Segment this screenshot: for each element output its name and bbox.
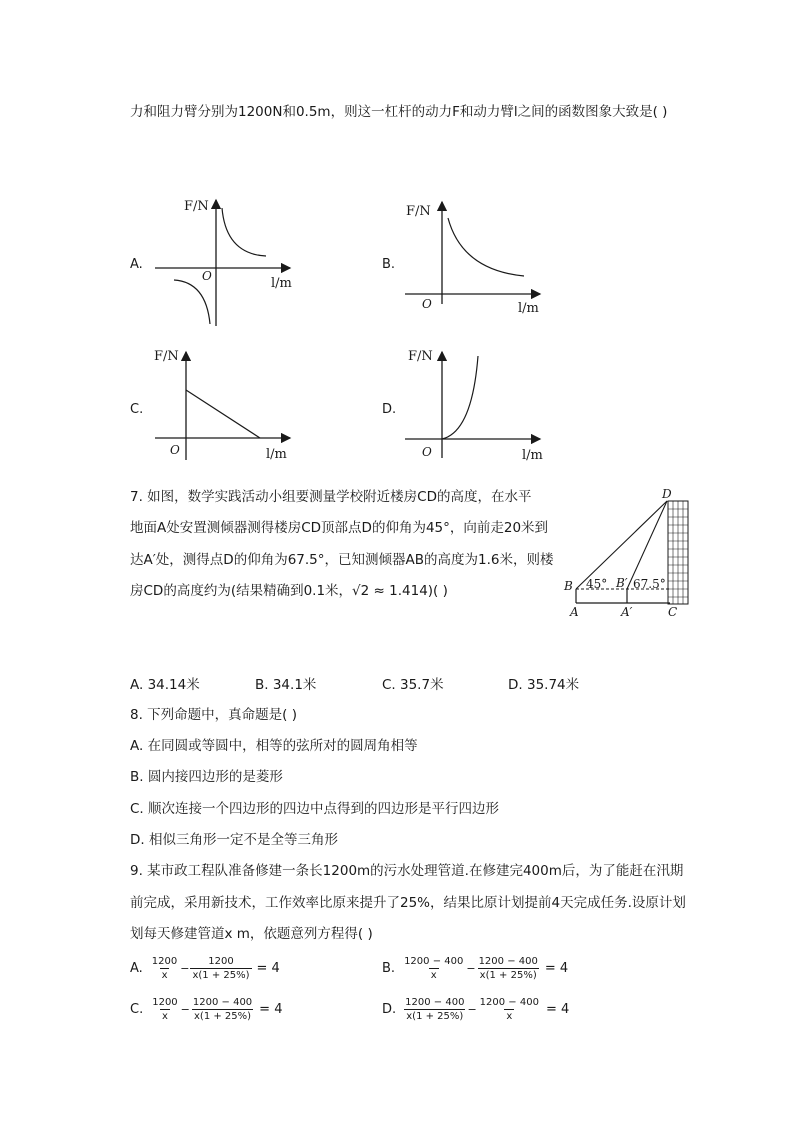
y-axis-label: F/N: [406, 204, 431, 219]
q7-building-figure: [560, 485, 700, 620]
y-axis-label: F/N: [154, 349, 179, 364]
q8-option-a[interactable]: A. 在同圆或等圆中，相等的弦所对的圆周角相等: [130, 738, 418, 754]
angle-67-5: 67.5°: [633, 577, 666, 591]
decreasing-line: [186, 390, 260, 438]
q7-line-3: 达A′处，测得点D的仰角为67.5°，已知测倾器AB的高度为1.6米，则楼: [130, 552, 554, 568]
point-a-prime: A′: [621, 605, 633, 619]
q6-stem: 力和阻力臂分别为1200N和0.5m，则这一杠杆的动力F和动力臂l之间的函数图象大致是( ): [130, 104, 668, 120]
origin-label: O: [170, 443, 180, 457]
q6-graph-a[interactable]: [150, 190, 300, 330]
origin-label: O: [422, 297, 432, 311]
q8-stem: 8. 下列命题中，真命题是( ): [130, 707, 297, 723]
q9-option-c[interactable]: C. $\frac{1200}{x}$ − $\frac{1200 - 400}{x(1 + 25\%)}$ = 4: [130, 997, 283, 1022]
q9-option-a[interactable]: A. $\frac{1200}{x}$ − $\frac{1200}{x(1 + 25\%)}$ = 4: [130, 956, 280, 981]
x-axis-label: l/m: [518, 301, 539, 316]
q7-line-2: 地面A处安置测倾器测得楼房CD顶部点D的仰角为45°，向前走20米到: [130, 520, 549, 536]
q9-option-d[interactable]: D. $\frac{1200 - 400}{x(1 + 25\%)}$ − $\frac{1200 - 400}{x}$ = 4: [382, 997, 570, 1022]
q9-line-2: 前完成，采用新技术，工作效率比原来提升了25%，结果比原计划提前4天完成任务.设原计划: [130, 895, 686, 911]
q7-option-b[interactable]: B. 34.1米: [255, 677, 317, 693]
q6-graph-d[interactable]: [400, 340, 550, 465]
hyperbola-branch-upper: [222, 208, 266, 256]
point-a: A: [570, 605, 579, 619]
q8-option-c[interactable]: C. 顺次连接一个四边形的四边中点得到的四边形是平行四边形: [130, 801, 500, 817]
point-b-prime: B′: [616, 576, 628, 590]
q7-option-a[interactable]: A. 34.14米: [130, 677, 200, 693]
q6-option-b-label[interactable]: B.: [382, 257, 396, 272]
point-d: D: [662, 487, 672, 501]
origin-label: O: [422, 445, 432, 459]
point-b: B: [564, 579, 573, 593]
q6-graph-b[interactable]: [400, 190, 550, 320]
q9-line-1: 9. 某市政工程队准备修建一条长1200m的污水处理管道.在修建完400m后，为了能赶在汛期: [130, 863, 684, 879]
q8-option-b[interactable]: B. 圆内接四边形的是菱形: [130, 769, 283, 785]
hyperbola-branch: [448, 218, 524, 276]
q6-option-a-label[interactable]: A.: [130, 257, 143, 272]
increasing-curve: [442, 356, 478, 439]
q6-option-c-label[interactable]: C.: [130, 402, 144, 417]
hyperbola-branch-lower: [174, 280, 210, 324]
q6-option-d-label[interactable]: D.: [382, 402, 397, 417]
q6-graph-c[interactable]: [150, 340, 300, 465]
q7-line-1: 7. 如图，数学实践活动小组要测量学校附近楼房CD的高度，在水平: [130, 489, 532, 505]
x-axis-label: l/m: [271, 276, 292, 291]
q8-option-d[interactable]: D. 相似三角形一定不是全等三角形: [130, 832, 338, 848]
q7-line-4: 房CD的高度约为(结果精确到0.1米，√2 ≈ 1.414)( ): [130, 583, 448, 599]
q7-option-c[interactable]: C. 35.7米: [382, 677, 444, 693]
origin-label: O: [202, 269, 212, 283]
x-axis-label: l/m: [266, 447, 287, 462]
y-axis-label: F/N: [408, 349, 433, 364]
point-c: C: [668, 605, 678, 619]
q9-option-b[interactable]: B. $\frac{1200 - 400}{x}$ − $\frac{1200 - 400}{x(1 + 25\%)}$ = 4: [382, 956, 569, 981]
y-axis-label: F/N: [184, 199, 209, 214]
q9-line-3: 划每天修建管道x m，依题意列方程得( ): [130, 926, 373, 942]
q7-option-d[interactable]: D. 35.74米: [508, 677, 580, 693]
angle-45: 45°: [586, 577, 608, 591]
x-axis-label: l/m: [522, 448, 543, 463]
